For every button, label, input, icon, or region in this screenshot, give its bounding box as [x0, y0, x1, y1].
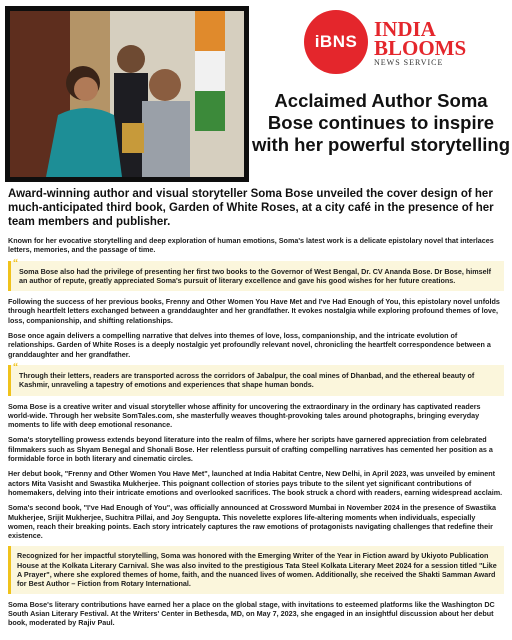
pull-quote-text: Through their letters, readers are transported across the corridors of Jabalpur, the coal mines of Dhanbad, and the ethereal beauty of Kashmir, unraveling a tapestry of emotions and experiences that shape human bonds. — [19, 370, 475, 390]
pull-quote — [8, 257, 504, 292]
article-photo — [10, 11, 244, 177]
article-body — [8, 236, 504, 634]
ibns-badge: iBNS — [304, 10, 368, 74]
pull-quote-text: Soma Bose also had the privilege of presenting her first two books to the Governor of West Bengal, Dr. CV Ananda Bose. Dr Bose, himself an author of repute, greatly appreciated Soma's pursuit of literary excellence and gave his good wishes for her future creations. — [19, 266, 492, 285]
article-subheadline: Award-winning author and visual storyteller Soma Bose unveiled the cover design of her much-anticipated third book, Garden of White Roses, at a city café in the presence of her team members and publisher. — [8, 188, 494, 228]
logo-blooms: BLOOMS — [374, 36, 467, 60]
pull-quote — [8, 361, 504, 396]
quote-icon: “ — [13, 361, 18, 373]
paragraph: Her debut book, "Frenny and Other Women You Have Met", launched at India Habitat Centre, New Delhi, in April 2023, was unveiled by eminent actors Mita Vasisht and Swastika Mukherjee. This poignant collection of stories pays tribute to the silent yet significant contributions of homemakers, delving into their intricate emotions and overlooked sacrifices. The book struck a chord with readers, earning widespread acclaim. — [8, 469, 503, 497]
photo-illustration — [10, 11, 244, 177]
logo-india: INDIA — [374, 17, 436, 41]
paragraph: Following the success of her previous books, Frenny and Other Women You Have Met and I've Had Enough of You, this epistolary novel unfolds through heartfelt letters exchanged between a granddaughter and her grandfather. It evokes nostalgia while exploring profound themes of love, loss, companionship, and shifting relationships. — [8, 297, 500, 325]
highlight-box: Recognized for her impactful storytelling, Soma was honored with the Emerging Writer of the Year in Fiction award by Ukiyoto Publication House at the Kolkata Literary Carnival. She was also invited to the prestigious Tata Steel Kolkata Literary Meet 2024 for a session titled "Like A Prayer", where she explored themes of home, faith, and the nuanced lives of women. Additionally, she received the Shakti Samman Award for Best Author – Fiction from Rotary International. — [8, 546, 504, 593]
paragraph: Soma's storytelling prowess extends beyond literature into the realm of films, where her scripts have garnered appreciation from celebrated filmmakers such as Shyam Benegal and Shonali Bose. Her relentless pursuit of crafting compelling narratives has cemented her position as a formidable force in both literary and cinematic circles. — [8, 435, 493, 464]
article-headline: Acclaimed Author Soma Bose continues to inspire with her powerful storytelling — [252, 90, 510, 155]
logo-wordmark — [374, 17, 467, 68]
news-logo — [304, 10, 474, 82]
paragraph: Soma's second book, "I've Had Enough of You", was officially announced at Crossword Mumbai in November 2024 in the presence of Swastika Mukherjee, Srijit Mukherjee, Suchitra Pillai, and Joy Sengupta. This novelette explores life-altering moments when individuals, especially women, reach their breaking points. Each story intricately captures the raw emotions of protagonists navigating challenges that redefine their existence. — [8, 503, 497, 541]
paragraph: Soma Bose is a creative writer and visual storyteller whose affinity for uncovering the extraordinary in the ordinary has captivated readers world-wide. Through her website SomTales.com, she masterfully weaves thought-provoking tales around photographs, bringing everyday moments to life with deep emotional resonance. — [8, 401, 481, 430]
logo-news-service: NEWS SERVICE — [374, 58, 444, 67]
article-photo-frame — [5, 6, 249, 182]
paragraph: Known for her evocative storytelling and deep exploration of human emotions, Soma's latest work is a delicate epistolary novel that interlaces letters, memories, and the passage of time. — [8, 236, 494, 255]
quote-icon: “ — [13, 257, 18, 269]
paragraph: Soma Bose's literary contributions have earned her a place on the global stage, with invitations to esteemed platforms like the Washington DC South Asian Literary Festival. At the Writers' Center in Bethesda, MD, on May 7, 2023, she engaged in an insightful discussion about her debut book, moderated by Rajiv Paul. — [8, 599, 495, 628]
paragraph: Bose once again delivers a compelling narrative that delves into themes of love, loss, companionship, and the intricate evolution of relationships. Garden of White Roses is a deeply nostalgic yet profoundly relevant novel, chronicling the heartfelt correspondence between a granddaughter and her grandfather. — [8, 331, 491, 359]
